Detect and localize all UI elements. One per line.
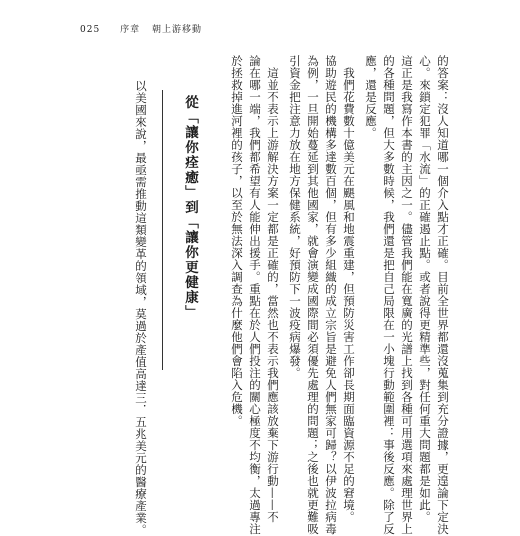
body-column-9: 引資金把注意力放在地方保健系統，好預防下一波疫病爆發。 <box>288 55 302 379</box>
page-number: 025 <box>80 25 101 35</box>
body-column-8: 為例，一旦開始蔓延到其他國家，就會演變成國際間必須優先處理的問題；之後也就更難吸 <box>306 55 320 535</box>
chapter-title: 朝上游移動 <box>151 25 202 35</box>
body-column-12: 於拯救掉進河裡的孩子，以至於無法深入調查為什麼他們會陷入危機。 <box>230 55 244 427</box>
body-column-2: 心。來鎖定犯罪「水流」的正確遏止點。或者說得更精準些，對任何重大問題都是如此。 <box>418 55 432 523</box>
body-column-13: 以美國來說，最亟需推動這類變革的領域，莫過於產值高達三．五兆美元的醫療產業。 <box>134 80 148 536</box>
body-column-3: 這正是我寫作本書的主因之一。儘管我們能在寬廣的光譜上找到各種可用選項來處理世界上 <box>400 55 414 535</box>
body-column-10: 這並不表示上游解決方案一定都是正確的，當然也不表示我們應該放棄下游行動——不 <box>266 67 280 523</box>
section-heading: 從「讓你痊癒」到「讓你更健康」 <box>182 95 198 320</box>
body-column-7: 協助遊民的機構多達數百個，但有多少組織的成立宗旨是避免人們無家可歸？以伊波拉病毒 <box>324 55 338 535</box>
body-column-5: 應，還是反應。 <box>364 55 378 139</box>
running-header <box>80 22 202 35</box>
body-column-1: 的答案：沒人知道哪一個介入點才正確。目前全世界都還沒蒐集到充分證據，更遑論下定決 <box>436 55 450 535</box>
heading-rule <box>162 90 163 370</box>
body-column-6: 我們花費數十億美元在颶風和地震重建，但預防災害工作卻長期面臨資源不足的窘境。 <box>342 67 356 523</box>
body-column-11: 論在哪一端，我們都希望有人能伸出援手。重點在於人們投注的關心極度不均衡，太過專注 <box>248 55 262 535</box>
chapter-label: 序章 <box>120 25 141 35</box>
body-column-4: 的各種問題，但大多數時候，我們還是把自己局限在一小塊行動範圍裡：事後反應。除了反 <box>382 55 396 535</box>
